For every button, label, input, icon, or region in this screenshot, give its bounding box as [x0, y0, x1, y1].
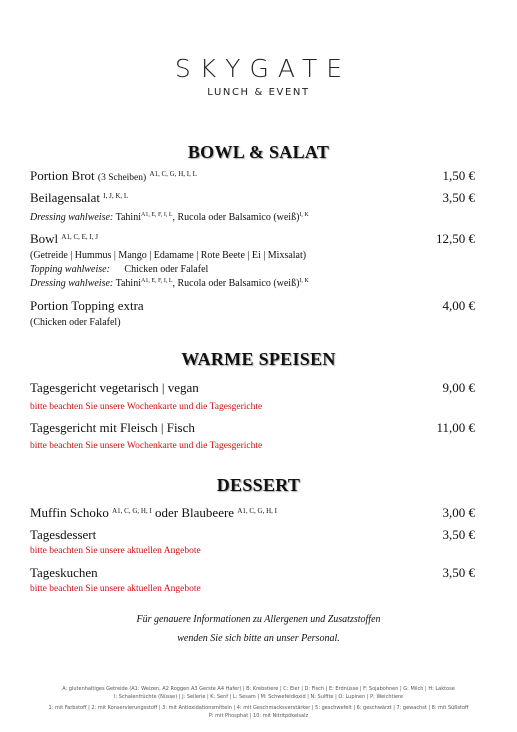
- item-name: Tagesgericht mit Fleisch | Fisch: [30, 420, 195, 435]
- item-hint: bitte beachten Sie unsere aktuellen Angebote: [30, 584, 201, 594]
- topping-options: Chicken oder Falafel: [124, 264, 209, 275]
- allergen-info-line-1: Für genauere Informationen zu Allergenen und Zusatzstoffen: [136, 614, 381, 625]
- menu-item-bowl: [30, 231, 475, 247]
- allergen-codes: A1, E, F, I, L: [140, 278, 173, 284]
- dressing-option: Tahini: [115, 278, 141, 289]
- bowl-ingredients: (Getreide | Hummus | Mango | Edamame | Rote Beete | Ei | Mixsalat): [30, 250, 307, 261]
- topping-label: Topping wahlweise:: [30, 264, 110, 275]
- additive-legend-line-2: P: mit Phosphat | 10: mit Nitritpökelsalz: [208, 713, 309, 719]
- item-price: 3,50 €: [442, 190, 475, 205]
- allergen-codes: A1, C, E, I, J: [61, 233, 98, 241]
- item-hint: bitte beachten Sie unsere Wochenkarte und die Tagesgerichte: [30, 441, 263, 451]
- item-price: 12,50 €: [436, 231, 475, 246]
- dressing-line: [30, 277, 475, 290]
- section-title-bowl-salat: BOWL & SALAT: [187, 142, 330, 162]
- item-price: 3,50 €: [442, 565, 475, 580]
- allergen-codes: I, J, K, L: [103, 192, 129, 200]
- item-price: 3,50 €: [442, 527, 475, 542]
- allergen-legend-line-2: I: Schalenfrüchte (Nüsse) | J: Sellerie | K: Senf | L: Sesam | M: Schwefeldioxid | N: Sulfite | O: Lupinen | P: Weichtiere: [114, 694, 403, 700]
- item-name-alt: oder Blaubeere: [155, 505, 235, 520]
- item-price: 4,00 €: [442, 298, 475, 313]
- item-hint: bitte beachten Sie unsere aktuellen Angebote: [30, 546, 201, 556]
- section-title-dessert: DESSERT: [216, 475, 301, 495]
- logo-wordmark: SKYGATE: [174, 54, 352, 83]
- item-name: Muffin Schoko: [30, 505, 109, 520]
- menu-item-beilagensalat: [30, 190, 475, 206]
- allergen-info-line-2: wenden Sie sich bitte an unser Personal.: [177, 633, 340, 644]
- section-title-warme-speisen: WARME SPEISEN: [181, 349, 336, 369]
- item-name: Beilagensalat: [30, 190, 101, 205]
- menu-item-topping-extra: [30, 298, 475, 314]
- allergen-codes: A1, C, G, H, I: [237, 507, 277, 515]
- item-note: (3 Scheiben): [97, 173, 147, 183]
- item-name: Portion Topping extra: [30, 298, 144, 313]
- allergen-legend-line-1: A: glutenhaltiges Getreide (A1: Weizen, A2 Roggen A3 Gerste A4 Hafer) | B: Krebstiere | C: Eier | D: Fisch | E: Erdnüsse | F: Sojabohnen | G: Milch | H: Laktose: [62, 686, 455, 692]
- item-price: 3,00 €: [442, 505, 475, 520]
- additive-legend-line-1: 1: mit Farbstoff | 2: mit Konservierungsstoff | 3: mit Antioxidationsmitteln | 4: mit Geschmacksverstärker | 5: geschwefelt | 6: geschwärzt | 7: gewachst | 8: mit Süßstoff: [48, 705, 469, 711]
- allergen-codes: I, K: [299, 212, 309, 218]
- menu-item-tagesgericht-fleisch: [30, 420, 475, 436]
- item-price: 11,00 €: [436, 420, 475, 435]
- logo: [0, 56, 517, 98]
- topping-note: (Chicken oder Falafel): [30, 317, 121, 328]
- allergen-codes: A1, C, G, H, I, L: [149, 170, 197, 178]
- item-name: Portion Brot: [30, 168, 95, 183]
- dressing-option: Tahini: [115, 212, 141, 223]
- dressing-option: , Rucola oder Balsamico (weiß): [172, 278, 300, 289]
- item-name: Tageskuchen: [30, 565, 98, 580]
- allergen-codes: I, K: [299, 278, 309, 284]
- dressing-label: Dressing wahlweise:: [30, 278, 114, 289]
- menu-item-tageskuchen: [30, 565, 475, 581]
- dressing-label: Dressing wahlweise:: [30, 212, 114, 223]
- allergen-codes: A1, E, F, I, L: [140, 212, 173, 218]
- item-name: Bowl: [30, 231, 59, 246]
- item-price: 9,00 €: [442, 380, 475, 395]
- menu-item-muffin: [30, 505, 475, 521]
- dressing-option: , Rucola oder Balsamico (weiß): [172, 212, 300, 223]
- menu-item-portion-brot: [30, 168, 475, 186]
- item-name: Tagesgericht vegetarisch | vegan: [30, 380, 199, 395]
- item-hint: bitte beachten Sie unsere Wochenkarte und die Tagesgerichte: [30, 402, 263, 412]
- menu-item-tagesdessert: [30, 527, 475, 543]
- item-price: 1,50 €: [442, 168, 475, 183]
- menu-item-tagesgericht-vegetarisch: [30, 380, 475, 396]
- logo-tagline: LUNCH & EVENT: [207, 87, 310, 98]
- allergen-codes: A1, C, G, H, I: [112, 507, 152, 515]
- dressing-line: [30, 211, 475, 224]
- item-name: Tagesdessert: [30, 527, 97, 542]
- topping-line: [30, 263, 475, 276]
